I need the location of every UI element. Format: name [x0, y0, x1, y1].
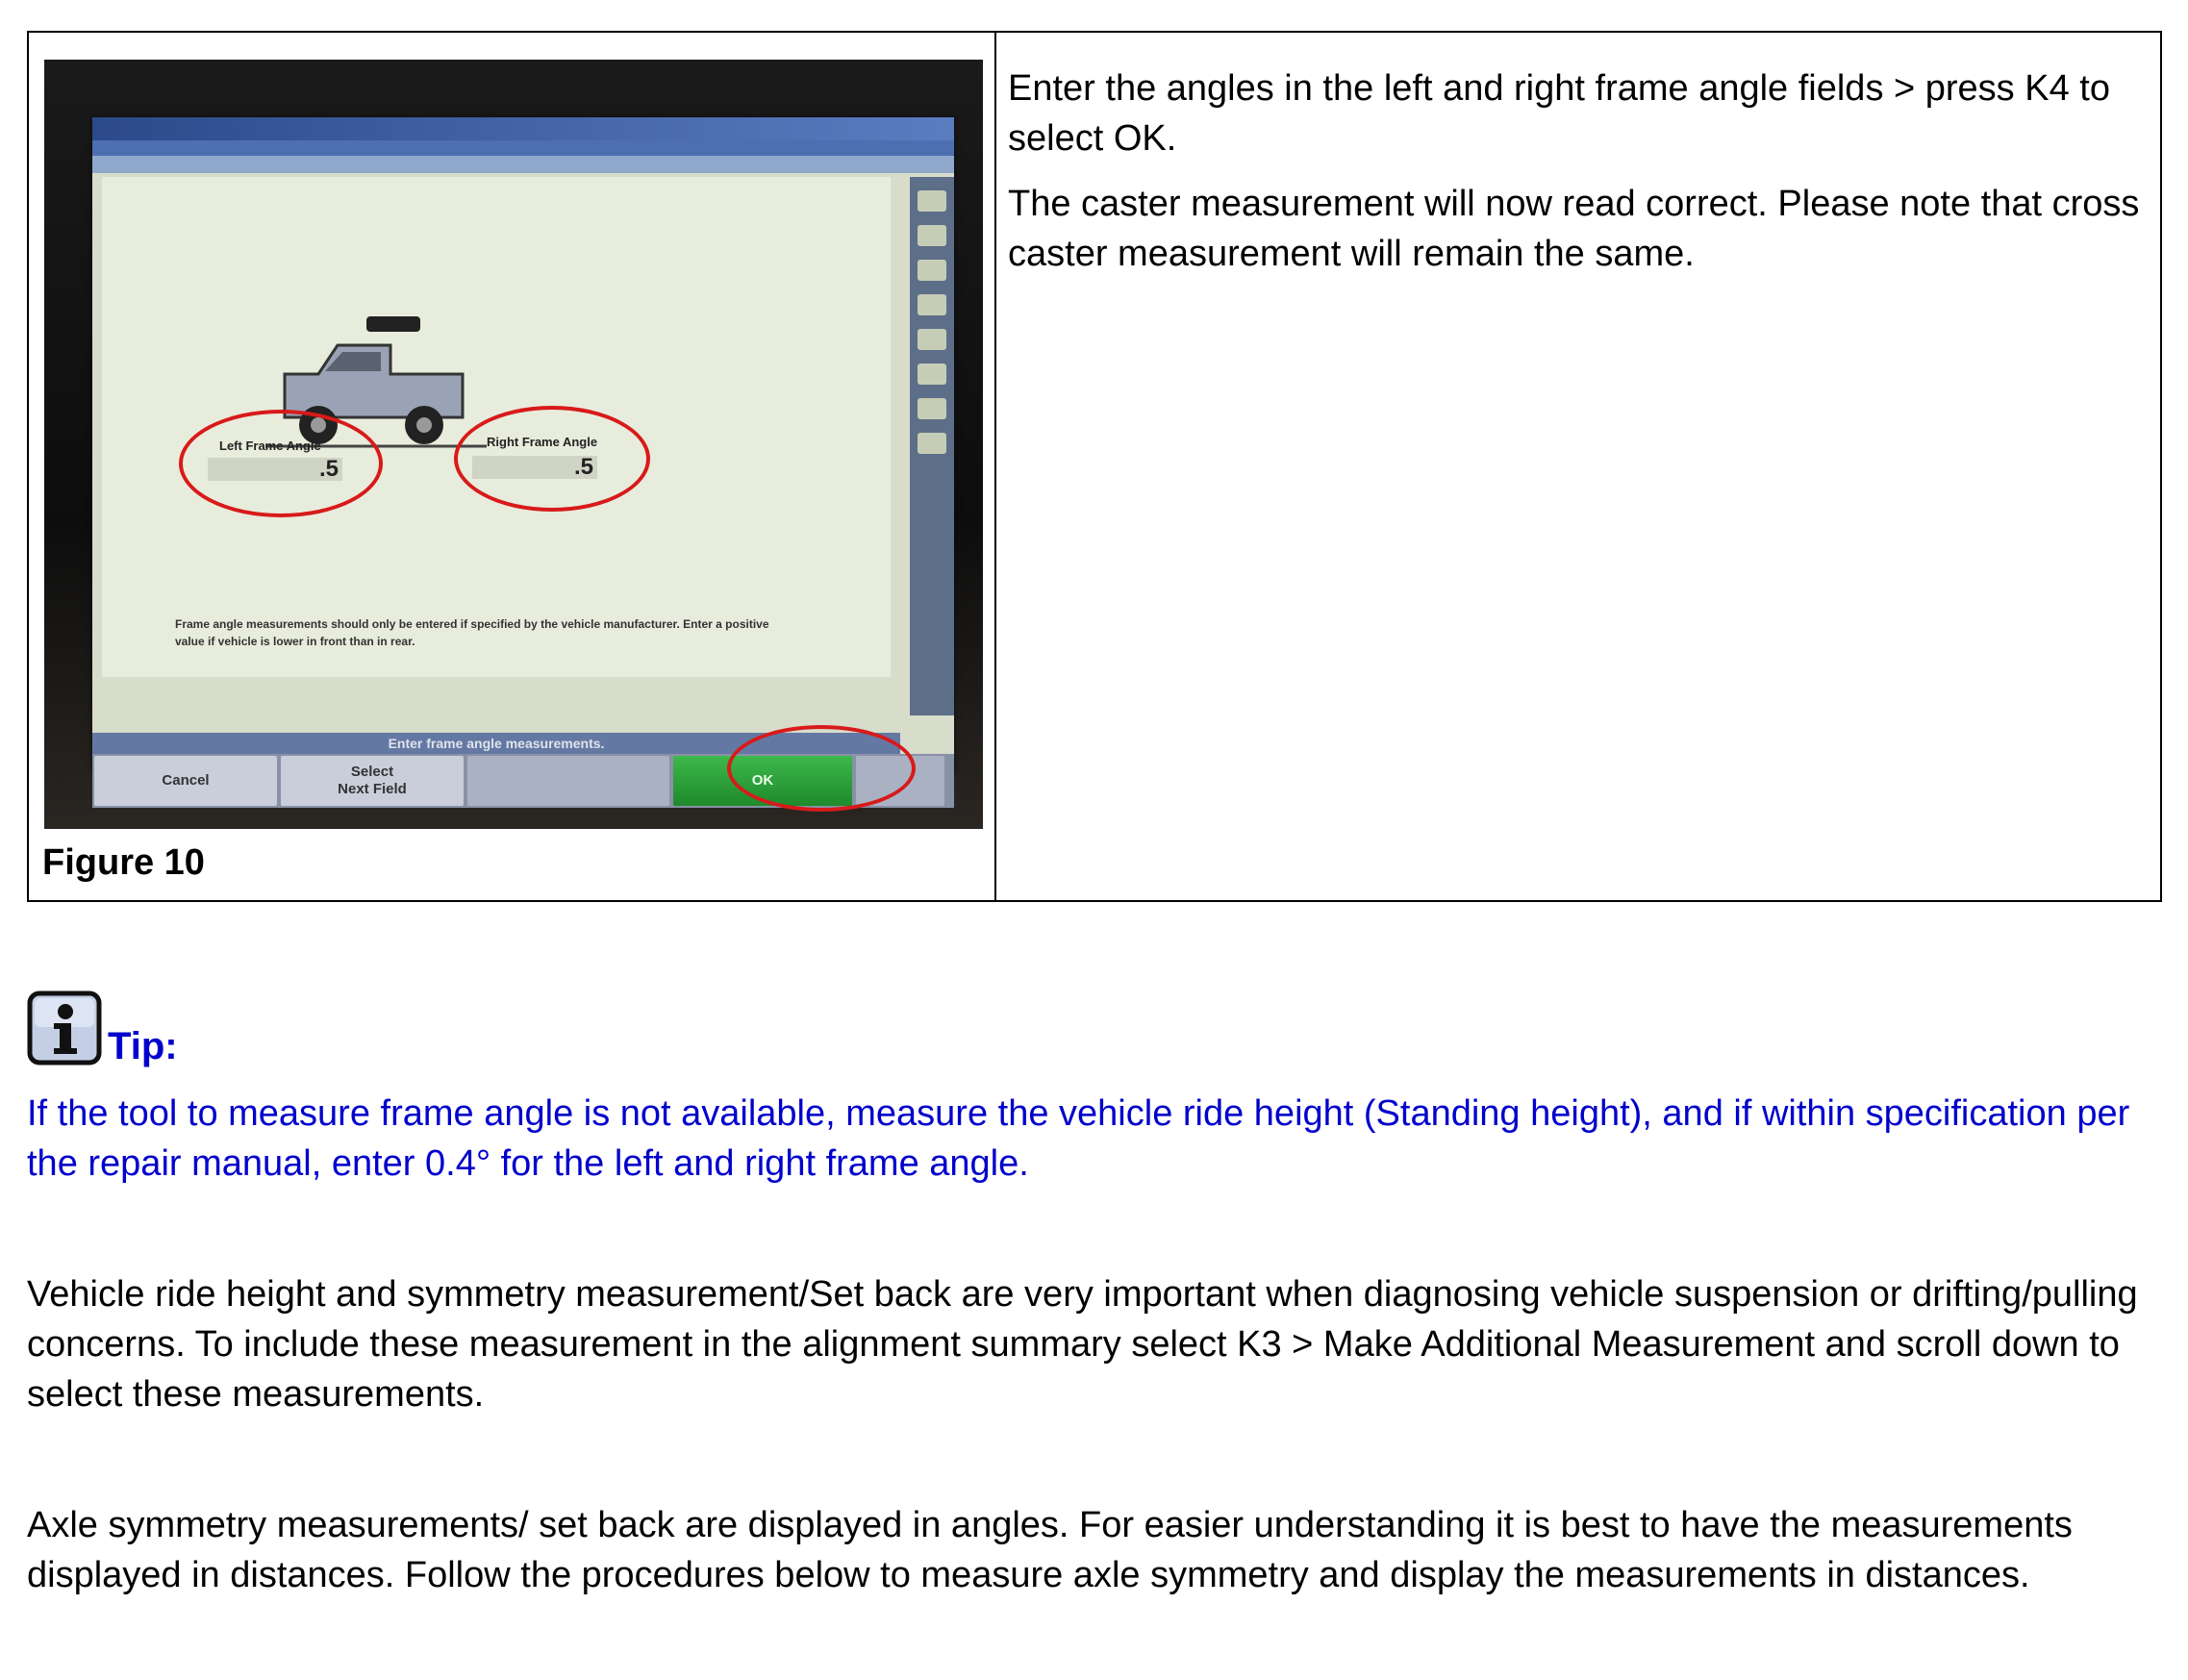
tip-label: Tip:: [108, 1025, 178, 1067]
ok-highlight-circle: [727, 725, 916, 812]
select-next-field-softkey[interactable]: [281, 756, 464, 806]
sensor-head-icon: [366, 316, 420, 332]
window-titlebar: [92, 117, 954, 140]
cancel-softkey[interactable]: Cancel: [94, 756, 277, 806]
tool-button[interactable]: [918, 329, 946, 350]
alignment-screen: [92, 117, 954, 797]
left-frame-angle-field[interactable]: .5: [208, 458, 342, 481]
window-tabbar: [92, 156, 954, 173]
empty-softkey[interactable]: [467, 756, 669, 806]
tip-text: If the tool to measure frame angle is not available, measure the vehicle ride height (Standing height), and if within specification per the repair manual, enter 0.4° for the left and right frame angle.: [27, 1093, 2130, 1184]
tool-button[interactable]: [918, 260, 946, 281]
left-frame-angle-label: Left Frame Angle: [219, 439, 321, 453]
figure-cell: [29, 33, 996, 900]
tool-button[interactable]: [918, 294, 946, 315]
softkey-line: Select: [350, 764, 394, 780]
instruction-step: The caster measurement will now read correct. Please note that cross caster measurement will remain the same.: [1008, 184, 2140, 274]
instruction-step: Enter the angles in the left and right frame angle fields > press K4 to select OK.: [1008, 68, 2110, 159]
tool-button[interactable]: [918, 225, 946, 246]
monitor-photo: [44, 60, 983, 829]
tool-button[interactable]: [918, 398, 946, 419]
body-paragraph: Vehicle ride height and symmetry measurement/Set back are very important when diagnosing vehicle suspension or drifting/pulling concerns. To include these measurement in the alignment summary select K3 > Make Additional Measurement and scroll down to select these measurements.: [27, 1274, 2138, 1415]
figure-caption: Figure 10: [42, 842, 205, 883]
right-highlight-circle: [454, 406, 650, 512]
frame-angle-instruction: Frame angle measurements should only be entered if specified by the vehicle manufacturer. Enter a positive value if vehicle is lower in front than in rear.: [175, 617, 769, 648]
ok-softkey[interactable]: OK: [673, 756, 852, 806]
tool-button[interactable]: [918, 190, 946, 212]
status-strip: Enter frame angle measurements.: [92, 733, 900, 754]
softkey-line: Next Field: [338, 781, 407, 797]
right-frame-angle-label: Right Frame Angle: [487, 435, 598, 449]
window-menubar: [92, 140, 954, 156]
right-frame-angle-field[interactable]: .5: [472, 456, 597, 479]
figure-table: [27, 31, 2162, 902]
body-paragraph: Axle symmetry measurements/ set back are displayed in angles. For easier understanding it is best to have the measurements displayed in distances. Follow the procedures below to measure axle symmetry and display the measurements in distances.: [27, 1505, 2073, 1595]
info-icon: [27, 990, 108, 1067]
screen-content: [102, 177, 891, 677]
left-highlight-circle: [179, 410, 383, 517]
tool-button[interactable]: [918, 433, 946, 454]
screen-side-toolbar: [910, 177, 954, 715]
tool-button[interactable]: [918, 364, 946, 385]
instruction-cell: [996, 33, 2160, 900]
